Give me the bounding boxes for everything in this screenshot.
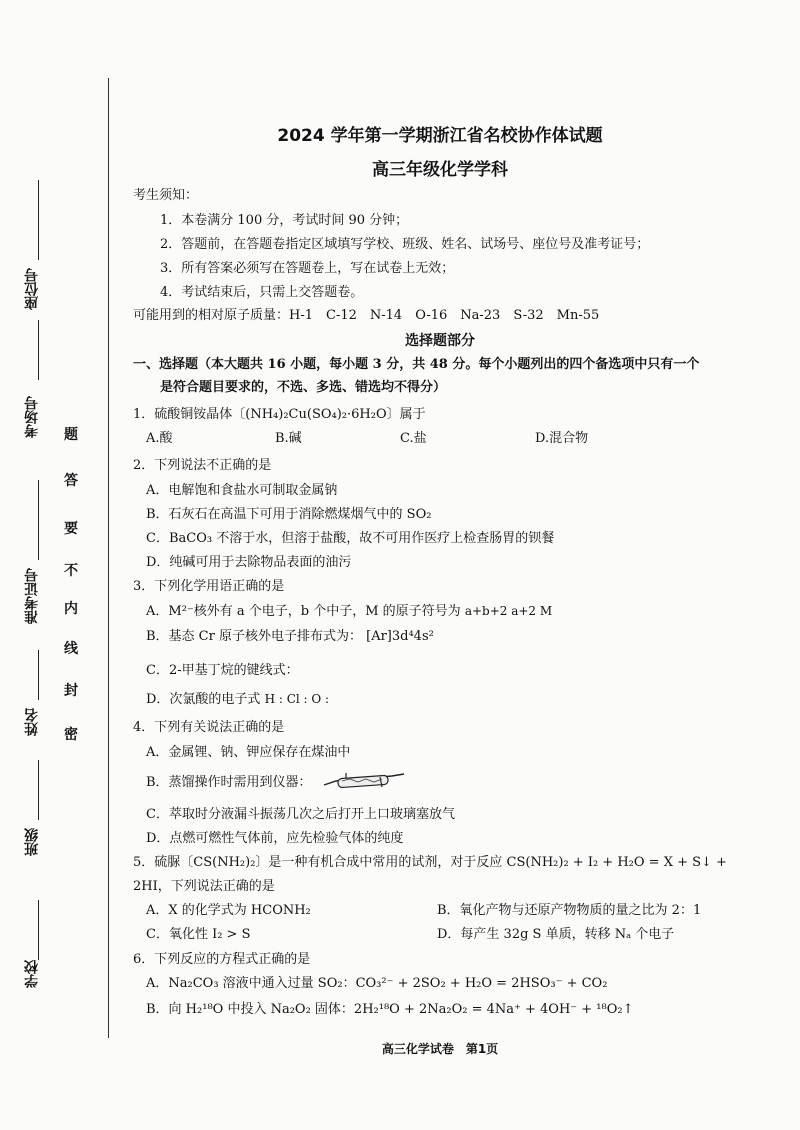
q3-option-a [146,602,552,621]
q4-option-a: A．金属锂、钠、钾应保存在煤油中 [146,745,351,760]
notice-item: 1．本卷满分 100 分，考试时间 90 分钟； [160,213,409,228]
seal-char: 密 [64,727,78,743]
seal-char: 内 [64,601,78,617]
q4-option-c: C．萃取时分液漏斗振荡几次之后打开上口玻璃塞放气 [146,807,455,822]
q3-stem: 3．下列化学用语正确的是 [133,579,285,594]
q2-option-c: C．BaCO₃ 不溶于水，但溶于盐酸，故不可用作医疗上检查肠胃的钡餐 [146,531,555,546]
page-footer: 高三化学试卷 第1页 [381,1042,499,1056]
q5-option-a: A．X 的化学式为 HCONH₂ [146,903,311,918]
q3-option-b-text: B．基态 Cr 原子核外电子排布式为： [146,629,362,644]
name-label: 姓名 [24,708,40,736]
section-intro-cont: 是符合题目要求的，不选、多选、错选均不得分） [160,380,447,395]
q3-option-c: C．2-甲基丁烷的键线式： [146,663,299,678]
q5-stem: 5．硫脲〔CS(NH₂)₂〕是一种有机合成中常用的试剂，对于反应 CS(NH₂)₂ + I₂ + H₂O = X + S↓ + [133,855,727,870]
section-intro: 一、选择题（本大题共 16 小题，每小题 3 分，共 48 分。每个小题列出的四个备选项中只有一个 [133,357,700,372]
exam-room-line [38,320,39,380]
seal-char: 封 [64,683,78,699]
q6-option-a: A．Na₂CO₃ 溶液中通入过量 SO₂：CO₃²⁻ + 2SO₂ + H₂O = 2HSO₃⁻ + CO₂ [146,976,608,991]
school-label: 学校 [24,960,40,988]
notice-item: 4．考试结束后，只需上交答题卷。 [160,285,364,300]
q3-option-a-text: A．M²⁻核外有 a 个电子，b 个中子，M 的原子符号为 [146,604,461,619]
notice-heading: 考生须知： [133,188,199,203]
q2-stem: 2．下列说法不正确的是 [133,458,272,473]
q5-option-c: C．氧化性 I₂ > S [146,927,251,942]
q2-option-b: B．石灰石在高温下可用于消除燃煤烟气中的 SO₂ [146,507,432,522]
q3-option-b [146,628,434,646]
notice-item: 2．答题前，在答题卷指定区域填写学校、班级、姓名、试场号、座位号及准考证号； [160,237,650,252]
seat-number-line [38,180,39,260]
q1-option-d: D.混合物 [535,431,589,446]
class-line [38,760,39,820]
nuclide-symbol: a+b+2 a+2 M [464,604,553,618]
q4-option-b: B．蒸馏操作时需用到仪器： [146,775,312,790]
q4-stem: 4．下列有关说法正确的是 [133,720,285,735]
electron-config: [Ar]3d⁴4s² [366,629,434,644]
admission-number-label: 准考证号 [24,568,40,624]
admission-number-line [38,480,39,560]
seal-char: 线 [64,641,78,657]
school-line [38,900,39,960]
class-label: 班级 [24,828,40,856]
q5-stem-cont: 2HI，下列说法正确的是 [133,879,275,894]
name-line [38,650,39,700]
seal-char: 题 [64,427,78,443]
condenser-icon [322,771,406,793]
exam-title: 2024 学年第一学期浙江省名校协作体试题 [277,126,603,146]
q6-option-b: B．向 H₂¹⁸O 中投入 Na₂O₂ 固体：2H₂¹⁸O + 2Na₂O₂ = 4Na⁺ + 4OH⁻ + ¹⁸O₂↑ [146,1002,634,1017]
q6-stem: 6．下列反应的方程式正确的是 [133,952,311,967]
seat-number-label: 座位号 [24,268,40,310]
seal-char: 不 [64,563,78,579]
q2-option-a: A．电解饱和食盐水可制取金属钠 [146,483,338,498]
q2-option-d: D．纯碱可用于去除物品表面的油污 [146,555,352,570]
q5-option-d: D．每产生 32g S 单质，转移 Nₐ 个电子 [437,927,675,942]
electron-formula: H : Cl : O : [264,692,330,706]
q4-option-d: D．点燃可燃性气体前，应先检验气体的纯度 [146,831,404,846]
notice-item: 3．所有答案必须写在答题卷上，写在试卷上无效； [160,261,455,276]
atomic-mass-line: 可能用到的相对原子质量：H-1 C-12 N-14 O-16 Na-23 S-32 Mn-55 [133,308,600,323]
q1-option-b: B.碱 [275,431,302,446]
q3-option-d [146,690,329,709]
binding-divider [108,78,109,1038]
q5-option-b: B．氧化产物与还原产物物质的量之比为 2：1 [437,903,702,918]
exam-subtitle: 高三年级化学学科 [372,160,508,180]
seal-char: 要 [64,521,78,537]
exam-room-label: 考场号 [24,396,40,438]
q1-stem: 1．硫酸铜铵晶体〔(NH₄)₂Cu(SO₄)₂·6H₂O〕属于 [133,407,426,422]
q1-option-a: A.酸 [146,431,173,446]
section-title: 选择题部分 [405,333,475,349]
q3-option-d-text: D．次氯酸的电子式 [146,692,261,707]
seal-char: 答 [64,473,78,489]
q1-option-c: C.盐 [400,431,427,446]
